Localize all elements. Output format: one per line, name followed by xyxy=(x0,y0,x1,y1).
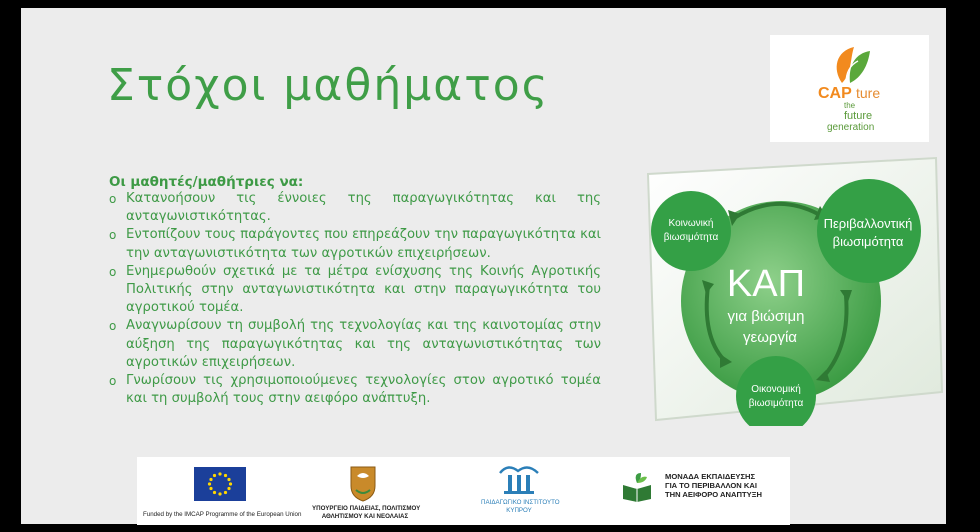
pedagogical-institute-emblem-icon xyxy=(494,463,544,495)
environmental-label-2: βιωσιμότητα xyxy=(832,234,904,249)
objectives-list xyxy=(109,190,601,408)
education-unit-2: ΓΙΑ ΤΟ ΠΕΡΙΒΑΛΛΟΝ ΚΑΙ xyxy=(665,481,757,490)
objectives-intro: Οι μαθητές/μαθήτριες να: xyxy=(109,174,304,190)
page-title: Στόχοι μαθήματος xyxy=(107,60,550,111)
objective-item xyxy=(109,372,601,408)
objective-text: Ενημερωθούν σχετικά με τα μέτρα ενίσχυσης της Κοινής Αγροτικής Πολιτικής στην ανταγωνιστικότητα και στην παραγωγικότητα του αγροτικού τομέα. xyxy=(126,263,601,316)
funding-logos-strip xyxy=(137,457,790,525)
objective-text: Εντοπίζουν τους παράγοντες που επηρεάζουν την παραγωγικότητα και την ανταγωνιστικότητα των αγροτικών επιχειρήσεων. xyxy=(126,227,601,261)
objective-item xyxy=(109,226,601,262)
cap-label: ΚΑΠ xyxy=(726,263,806,305)
economic-label-1: Οικονομική xyxy=(751,384,801,395)
ministry-name-2: ΑΘΛΗΤΙΣΜΟΥ ΚΑΙ ΝΕΟΛΑΙΑΣ xyxy=(321,513,409,520)
cap-sustainability-diagram xyxy=(636,156,946,426)
cyprus-emblem-icon xyxy=(348,464,378,502)
environmental-education-book-icon xyxy=(621,471,653,503)
logo-word-ture: ture xyxy=(856,85,881,101)
social-label-1: Κοινωνική xyxy=(668,218,714,229)
objective-item xyxy=(109,263,601,318)
slide xyxy=(21,8,946,524)
institute-name-2: ΚΥΠΡΟΥ xyxy=(506,507,532,514)
logo-word-cap: CAP xyxy=(818,85,852,102)
bullet-marker: o xyxy=(109,228,117,243)
social-label-2: βιωσιμότητα xyxy=(663,232,719,243)
cap-subtitle-1: για βιώσιμη xyxy=(727,308,805,325)
environmental-sustainability-circle xyxy=(817,179,921,283)
logo-line-future: future xyxy=(844,110,873,122)
objective-item xyxy=(109,190,601,226)
objective-item xyxy=(109,317,601,372)
objective-text: Κατανοήσουν τις έννοιες της παραγωγικότητας και της ανταγωνιστικότητας. xyxy=(126,191,601,225)
bullet-marker: o xyxy=(109,264,117,279)
bullet-marker: o xyxy=(109,192,117,206)
cap-subtitle-2: γεωργία xyxy=(743,329,797,346)
bullet-marker: o xyxy=(109,374,117,389)
ministry-name-1: ΥΠΟΥΡΓΕΙΟ ΠΑΙΔΕΙΑΣ, ΠΟΛΙΤΙΣΜΟΥ xyxy=(312,505,421,512)
eu-funding-caption: Funded by the IMCAP Programme of the European Union xyxy=(143,511,302,518)
environmental-label-1: Περιβαλλοντική xyxy=(823,216,913,231)
objective-text: Γνωρίσουν τις χρησιμοποιούμενες τεχνολογίες στον αγροτικό τομέα και τη συμβολή τους στην αειφόρο ανάπτυξη. xyxy=(126,373,601,407)
economic-label-2: βιωσιμότητα xyxy=(748,398,804,409)
education-unit-3: ΤΗΝ ΑΕΙΦΟΡΟ ΑΝΑΠΤΥΞΗ xyxy=(665,490,763,499)
institute-name-1: ΠΑΙΔΑΓΩΓΙΚΟ ΙΝΣΤΙΤΟΥΤΟ xyxy=(481,499,560,506)
logo-line-generation: generation xyxy=(827,122,875,133)
bullet-marker: o xyxy=(109,319,117,334)
eu-flag-icon xyxy=(194,467,246,501)
logo-line-the: the xyxy=(844,101,856,110)
capture-logo-leaf-icon xyxy=(770,35,929,142)
capture-logo xyxy=(770,35,929,142)
education-unit-1: ΜΟΝΑΔΑ ΕΚΠΑΙΔΕΥΣΗΣ xyxy=(665,472,756,481)
social-sustainability-circle xyxy=(651,191,731,271)
objective-text: Αναγνωρίσουν τη συμβολή της τεχνολογίας και της καινοτομίας στην αύξηση της παραγωγικότητας και της ανταγωνιστικότητας των αγροτικών επιχειρήσεων. xyxy=(126,318,601,370)
